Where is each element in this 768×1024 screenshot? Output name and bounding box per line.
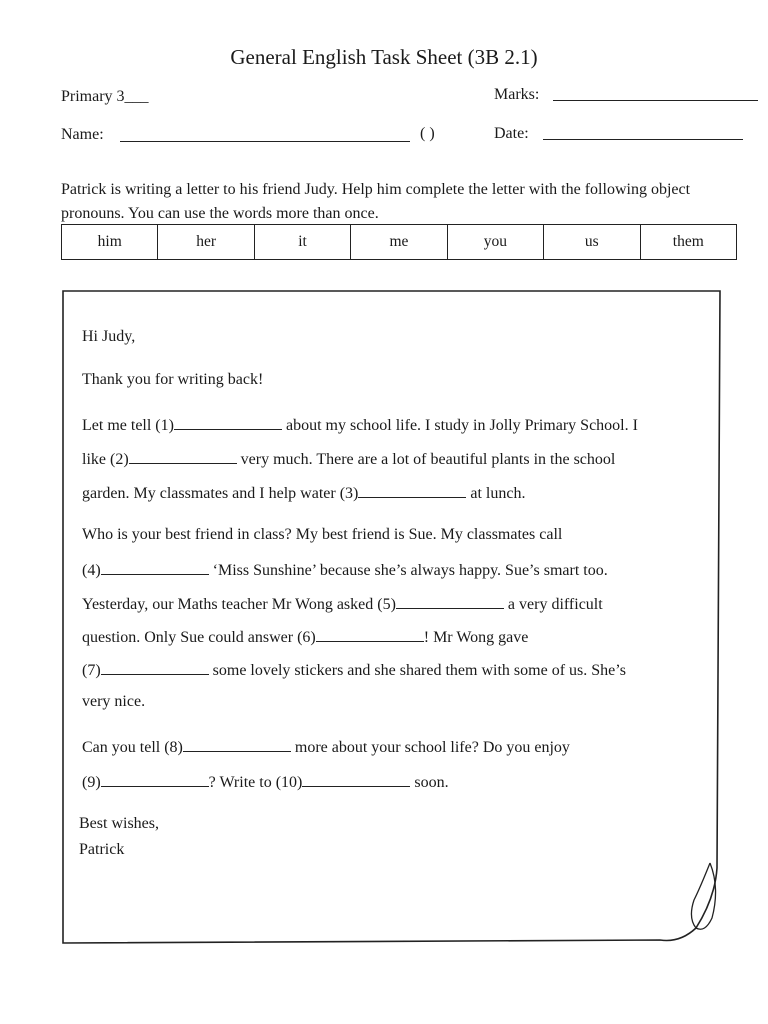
letter-line xyxy=(82,449,615,469)
text-segment: Yesterday, our Maths teacher Mr Wong asked (5) xyxy=(82,596,396,613)
word-bank-item: it xyxy=(254,225,350,260)
blank-8[interactable] xyxy=(183,737,291,752)
marks-label: Marks: xyxy=(494,86,540,103)
page-title: General English Task Sheet (3B 2.1) xyxy=(230,45,538,69)
letter-line xyxy=(82,627,528,647)
letter-greeting: Hi Judy, xyxy=(82,328,136,345)
text-segment: Let me tell (1) xyxy=(82,417,174,434)
text-segment: at lunch. xyxy=(470,485,526,502)
text-segment: like (2) xyxy=(82,451,129,468)
text-segment: Can you tell (8) xyxy=(82,739,183,756)
blank-10[interactable] xyxy=(302,772,410,787)
blank-4[interactable] xyxy=(101,560,209,575)
text-segment: some lovely stickers and she shared them with some of us. She’s xyxy=(212,662,626,679)
text-segment: more about your school life? Do you enjoy xyxy=(294,739,570,756)
text-segment: (7) xyxy=(82,662,101,679)
letter-line xyxy=(82,772,449,792)
word-bank-item: her xyxy=(158,225,254,260)
word-bank-item: him xyxy=(62,225,158,260)
blank-6[interactable] xyxy=(316,627,424,642)
letter-line: Who is your best friend in class? My best friend is Sue. My classmates call xyxy=(82,526,563,543)
text-segment: question. Only Sue could answer (6) xyxy=(82,629,316,646)
letter-line: very nice. xyxy=(82,693,146,710)
letter-line xyxy=(82,660,626,680)
blank-7[interactable] xyxy=(101,660,209,675)
text-segment: ? Write to (10) xyxy=(208,774,303,791)
blank-5[interactable] xyxy=(396,594,504,609)
text-segment: a very difficult xyxy=(507,596,603,613)
word-bank-item: you xyxy=(447,225,543,260)
date-line[interactable] xyxy=(543,139,743,140)
text-segment: very much. There are a lot of beautiful plants in the school xyxy=(240,451,616,468)
text-segment: (4) xyxy=(82,562,101,579)
word-bank-item: me xyxy=(351,225,447,260)
letter-line: Thank you for writing back! xyxy=(82,371,264,388)
letter-line xyxy=(82,594,603,614)
text-segment: garden. My classmates and I help water (3) xyxy=(82,485,359,502)
letter-line xyxy=(82,415,638,435)
text-segment: ‘Miss Sunshine’ because she’s always happy. Sue’s smart too. xyxy=(212,562,608,579)
blank-1[interactable] xyxy=(174,415,282,430)
letter-line xyxy=(82,560,608,580)
letter-line xyxy=(82,483,525,503)
marks-line[interactable] xyxy=(553,100,758,101)
text-segment: soon. xyxy=(414,774,449,791)
class-number-brackets: ( ) xyxy=(420,125,435,142)
text-segment: (9) xyxy=(82,774,101,791)
letter-signature: Patrick xyxy=(79,841,125,858)
primary-label: Primary 3___ xyxy=(61,88,149,105)
text-segment: about my school life. I study in Jolly Primary School. I xyxy=(285,417,638,434)
name-line[interactable] xyxy=(120,141,410,142)
letter-line xyxy=(82,737,570,757)
instructions: Patrick is writing a letter to his friend Judy. Help him complete the letter with the following object pronouns. You can use the words more than once. xyxy=(61,181,691,222)
blank-3[interactable] xyxy=(358,483,466,498)
blank-2[interactable] xyxy=(129,449,237,464)
text-segment: ! Mr Wong gave xyxy=(423,629,529,646)
word-bank-item: them xyxy=(640,225,736,260)
name-label: Name: xyxy=(61,126,104,143)
date-label: Date: xyxy=(494,125,529,142)
word-bank-item: us xyxy=(544,225,640,260)
word-bank xyxy=(61,224,737,260)
blank-9[interactable] xyxy=(101,772,209,787)
letter-closing: Best wishes, xyxy=(79,815,159,832)
